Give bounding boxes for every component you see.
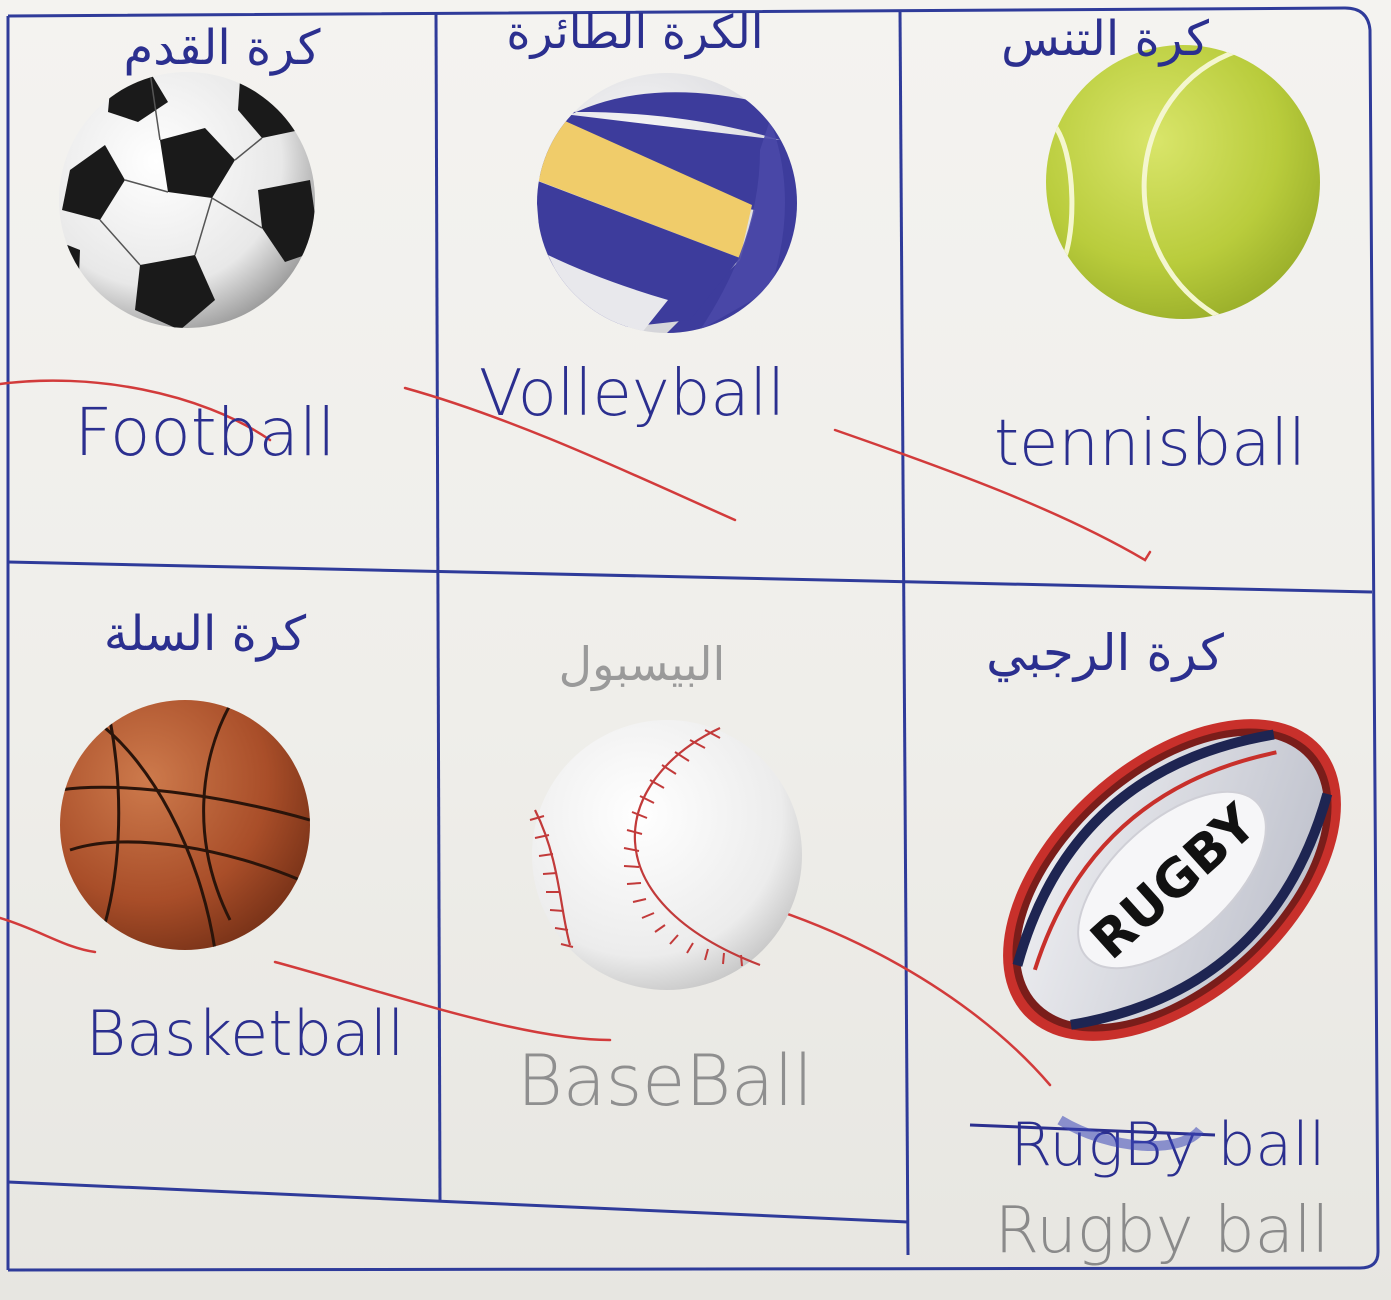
rugby-ball-print: RUGBY	[1079, 793, 1269, 972]
cell-4-english: Basketball	[85, 997, 405, 1070]
baseball-image	[530, 720, 802, 990]
cell-6-english: RugBy ball	[1010, 1110, 1326, 1180]
cell-6-correction: Rugby ball	[994, 1194, 1330, 1268]
tennis-ball-image	[1046, 45, 1320, 320]
cell-2-english: Volleyball	[478, 357, 786, 431]
volleyball-image	[530, 73, 800, 340]
cell-5-arabic: البيسبول	[558, 637, 726, 691]
cell-1-arabic: كرة القدم	[123, 20, 321, 76]
cell-6-arabic: كرة الرجبي	[986, 624, 1224, 682]
cell-4-arabic: كرة السلة	[103, 606, 307, 662]
cell-3-arabic: كرة التنس	[1001, 11, 1209, 67]
football-image	[55, 72, 320, 330]
cell-1-english: Football	[74, 394, 336, 471]
rugby-ball-image	[943, 657, 1391, 1103]
cell-5-english: BaseBall	[517, 1040, 813, 1122]
basketball-image	[60, 700, 310, 950]
cell-2-arabic: الكرة الطائرة	[506, 5, 764, 59]
cell-3-english: tennisball	[993, 407, 1307, 481]
